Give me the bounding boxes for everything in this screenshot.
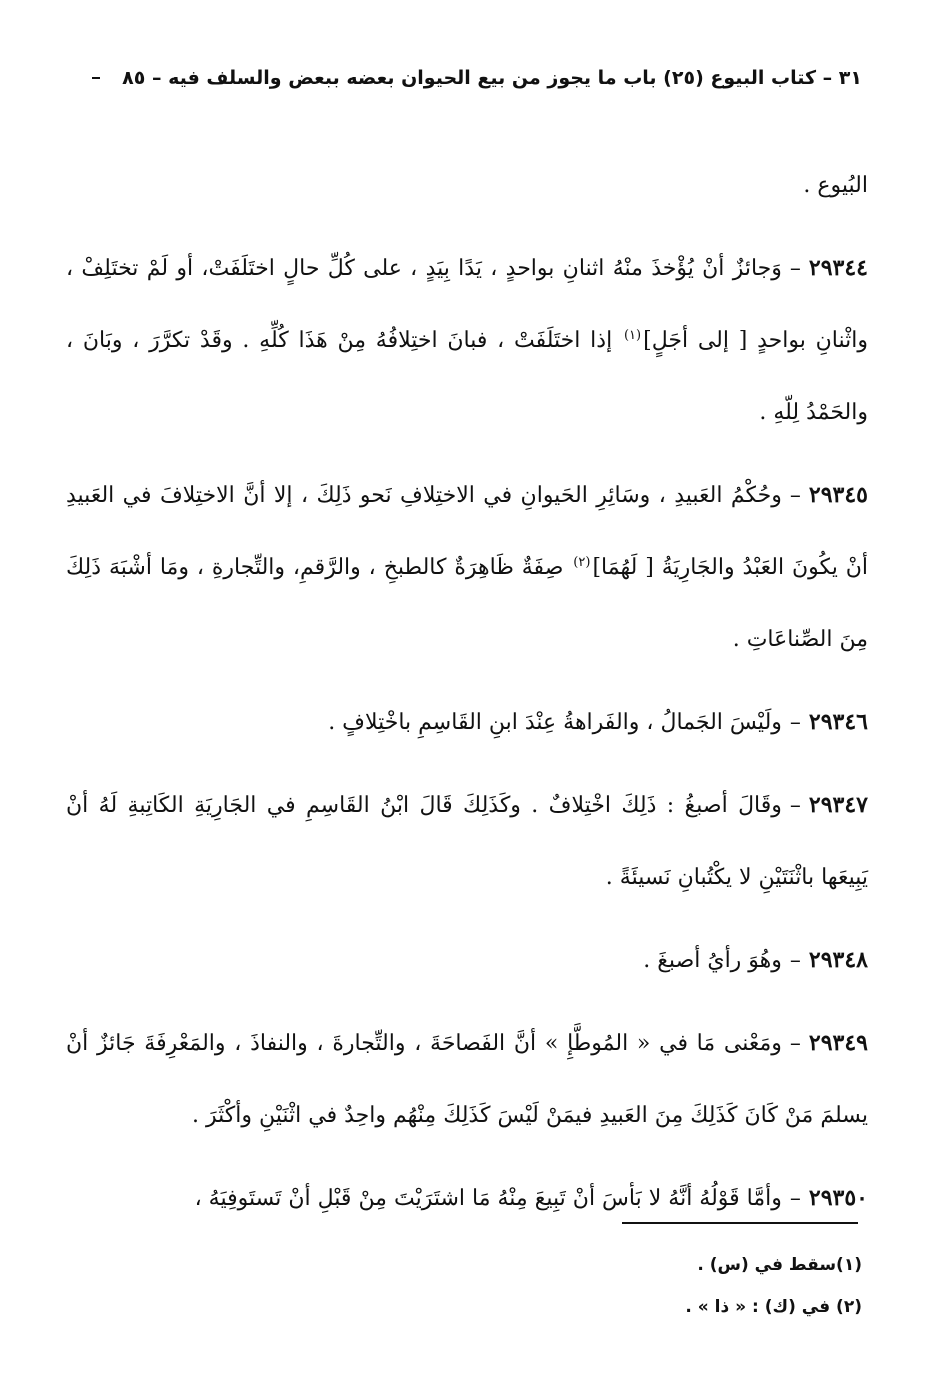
running-header	[92, 58, 862, 98]
paragraph-text: وقَالَ أصبغُ : ذَلِكَ اخْتِلافٌ . وكَذَلِكَ قَالَ ابْنُ القَاسِمِ في الجَارِيَةِ الكَاتِبةِ لَهُ أنْ يَبِيعَها باثْنَتَيْنِ لا يكْتُبانِ نَسيئَةً .	[66, 793, 868, 890]
dash-separator: –	[789, 256, 801, 281]
paragraph-29349	[66, 1007, 868, 1152]
paragraph-29344	[66, 232, 868, 449]
dash-separator: –	[789, 948, 801, 973]
paragraph-text: ولَيْسَ الجَمالُ ، والفَراهةُ عِنْدَ ابنِ القَاسِمِ باخْتِلافٍ .	[328, 710, 782, 735]
dash-separator: –	[789, 1186, 801, 1211]
dash-separator: –	[789, 793, 801, 818]
footnote-ref: (٢)	[573, 554, 591, 570]
footnote-1: (١)سقط في (س) .	[697, 1255, 862, 1275]
paragraph-number: ٢٩٣٤٥	[808, 482, 868, 508]
paragraph-number: ٢٩٣٤٤	[808, 255, 868, 281]
paragraph-number: ٢٩٣٤٩	[808, 1030, 868, 1056]
dash-separator: –	[789, 1031, 801, 1056]
paragraph-number: ٢٩٣٤٨	[808, 947, 868, 973]
dash-separator: –	[789, 483, 801, 508]
header-title: ٣١ – كتاب البيوع (٢٥) باب ما يجوز من بيع الحيوان بعضه ببعض والسلف فيه – ٨٥	[122, 67, 862, 89]
paragraph-text: وهُوَ رأيُ أصبغَ .	[643, 948, 782, 973]
paragraph-29346	[66, 686, 868, 759]
paragraph-number: ٢٩٣٥٠	[808, 1185, 868, 1211]
paragraph-text-after: إذا اختَلَفَتْ ، فبانَ اختِلافُهُ مِنْ هَذَا كُلِّهِ . وقَدْ تكرَّرَ ، وبَانَ ، والحَمْدُ لِلّهِ .	[66, 328, 868, 425]
paragraph-29348	[66, 924, 868, 997]
paragraph-text: وأمَّا قَوْلُهُ أنَّهُ لا بَأسَ أنْ تَبِيعَ مِنْهُ مَا اشتَرَيْتَ مِنْ قَبْلِ أنْ تَستَوفِيَهُ ،	[194, 1186, 782, 1211]
paragraph-text-after: صِفَةٌ ظَاهِرَةٌ كالطبخِ ، والرَّقمِ، والتِّجارةِ ، ومَا أشْبَهَ ذَلِكَ مِنَ الصِّناعَاتِ .	[66, 555, 868, 652]
paragraph-number: ٢٩٣٤٦	[808, 709, 868, 735]
footnote-ref: (١)	[623, 327, 642, 343]
paragraph-continuation	[66, 150, 868, 222]
main-text	[66, 150, 868, 1245]
dash-separator: –	[789, 710, 801, 735]
paragraph-text: وَجائزٌ أنْ يُؤْخذَ منْهُ اثنانِ بواحدٍ ، يَدًا بِيَدٍ ، على كُلِّ حالٍ اختَلَفَتْ، أو لَمْ تختَلِفْ ، واثْنانِ بواحدٍ [ إلى أجَلٍ]	[66, 256, 868, 353]
paragraph-text: البُيوع .	[803, 173, 868, 198]
paragraph-number: ٢٩٣٤٧	[808, 792, 868, 818]
paragraph-29350	[66, 1162, 868, 1235]
paragraph-text: وحُكْمُ العَبيدِ ، وسَائِرِ الحَيوانِ في الاختِلافِ نَحو ذَلِكَ ، إلا أنَّ الاختِلافَ في العَبيدِ أنْ يكُونَ العَبْدُ والجَارِيَةُ [ لَهُمَا]	[66, 483, 868, 580]
footnote-2: (٢) في (ك) : « ذا » .	[685, 1297, 862, 1317]
header-rule	[92, 77, 100, 79]
paragraph-text: ومَعْنى مَا في « المُوطَّإِ » أنَّ الفَصاحَةَ ، والتِّجارةَ ، والنفاذَ ، والمَعْرِفَةَ جَائزٌ أنْ يسلمَ مَنْ كَانَ كَذَلِكَ مِنَ العَبيدِ فيمَنْ لَيْسَ كَذَلِكَ مِنْهُم واحِدٌ في اثْنَيْنِ وأكْثَرَ .	[66, 1031, 868, 1128]
paragraph-29347	[66, 769, 868, 914]
paragraph-29345	[66, 459, 868, 676]
footnotes	[470, 1244, 862, 1328]
footnote-rule	[622, 1222, 858, 1224]
